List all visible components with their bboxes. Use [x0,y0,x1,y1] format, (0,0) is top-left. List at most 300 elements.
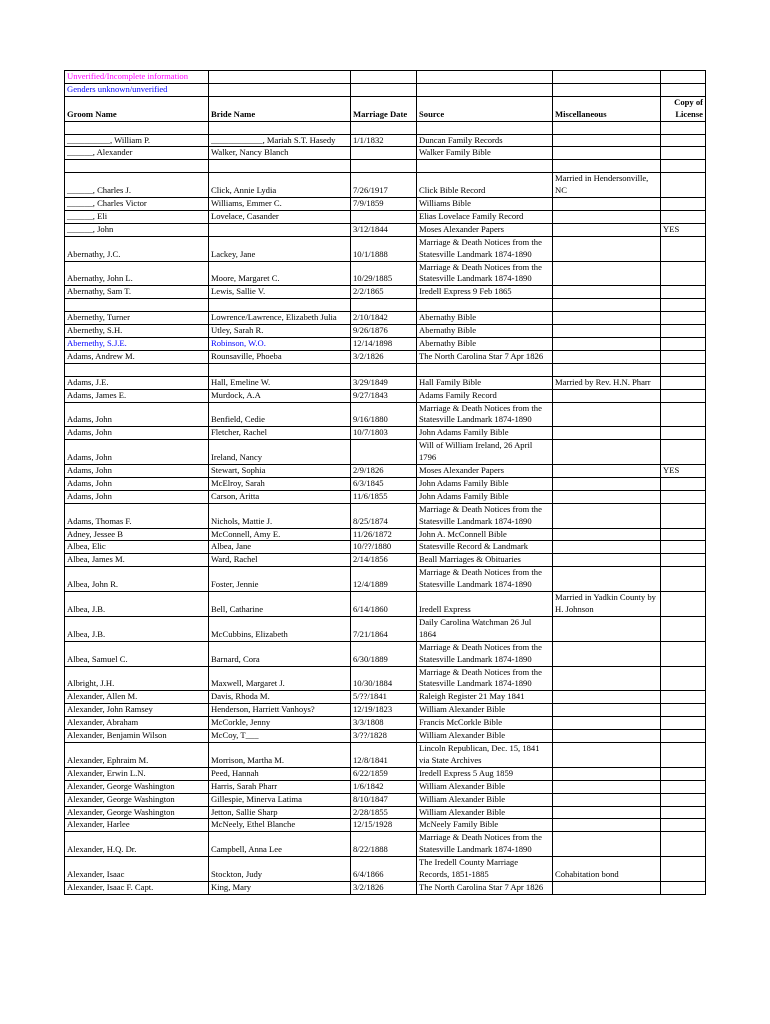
bride-name-cell: Lewis, Sallie V. [209,286,351,299]
miscellaneous-cell [553,767,661,780]
miscellaneous-cell [553,210,661,223]
miscellaneous-cell [553,819,661,832]
groom-name-cell [65,121,209,134]
bride-name-cell: Harris, Sarah Pharr [209,780,351,793]
source-cell: John Adams Family Bible [417,477,553,490]
miscellaneous-cell [553,666,661,691]
bride-name-cell: Bell, Catharine [209,592,351,617]
groom-name-cell: Albea, J.B. [65,592,209,617]
bride-name-cell: Lackey, Jane [209,236,351,261]
source-cell: William Alexander Bible [417,704,553,717]
miscellaneous-cell [553,717,661,730]
bride-name-cell: Gillespie, Minerva Latima [209,793,351,806]
bride-name-cell: Carson, Aritta [209,490,351,503]
marriage-date-cell: 2/10/1842 [351,312,417,325]
miscellaneous-cell [553,236,661,261]
marriage-date-cell: 8/10/1847 [351,793,417,806]
groom-name-cell: Adams, John [65,440,209,465]
copy-of-license-cell [661,730,706,743]
marriage-date-cell [351,363,417,376]
miscellaneous-cell [553,742,661,767]
miscellaneous-cell [553,691,661,704]
source-cell: Francis McCorkle Bible [417,717,553,730]
groom-name-cell: Adams, Thomas F. [65,503,209,528]
groom-name-cell: Adams, J.E. [65,376,209,389]
table-row [65,691,706,704]
source-cell: Abernathy Bible [417,325,553,338]
groom-name-cell: Alexander, Abraham [65,717,209,730]
source-cell: Marriage & Death Notices from the Statesville Landmark 1874-1890 [417,567,553,592]
header-copy-of-license: Copy of License [661,96,706,121]
bride-name-cell: Lowrence/Lawrence, Elizabeth Julia [209,312,351,325]
copy-of-license-cell [661,592,706,617]
source-cell [417,299,553,312]
miscellaneous-cell [553,389,661,402]
source-cell: The North Carolina Star 7 Apr 1826 [417,350,553,363]
note-unverified: Unverified/Incomplete information [65,71,209,84]
copy-of-license-cell [661,857,706,882]
source-cell: Marriage & Death Notices from the Statesville Landmark 1874-1890 [417,641,553,666]
bride-name-cell: King, Mary [209,881,351,894]
miscellaneous-cell [553,477,661,490]
marriage-date-cell: 10/1/1888 [351,236,417,261]
marriage-date-cell: 2/9/1826 [351,465,417,478]
miscellaneous-cell [553,465,661,478]
bride-name-cell: Stewart, Sophia [209,465,351,478]
table-row [65,641,706,666]
bride-name-cell: McCoy, T___ [209,730,351,743]
copy-of-license-cell [661,286,706,299]
source-cell: William Alexander Bible [417,780,553,793]
table-row [65,704,706,717]
bride-name-cell: Moore, Margaret C. [209,261,351,286]
table-row [65,616,706,641]
table-row [65,350,706,363]
groom-name-cell: Abernathy, John L. [65,261,209,286]
bride-name-cell: Rounsaville, Phoeba [209,350,351,363]
source-cell: Williams Bible [417,198,553,211]
bride-name-cell: Murdock, A.A [209,389,351,402]
note-row-genders [65,83,706,96]
source-cell: Iredell Express 5 Aug 1859 [417,767,553,780]
marriage-date-cell: 3/2/1826 [351,881,417,894]
copy-of-license-cell [661,717,706,730]
bride-name-cell: ____________, Mariah S.T. Hasedy [209,134,351,147]
source-cell: Hall Family Bible [417,376,553,389]
table-row [65,541,706,554]
table-row [65,806,706,819]
table-row [65,592,706,617]
copy-of-license-cell [661,350,706,363]
copy-of-license-cell [661,121,706,134]
miscellaneous-cell [553,121,661,134]
groom-name-cell: Alexander, Isaac F. Capt. [65,881,209,894]
copy-of-license-cell [661,389,706,402]
source-cell: John A. McConnell Bible [417,528,553,541]
source-cell: Will of William Ireland, 26 April 1796 [417,440,553,465]
copy-of-license-cell [661,666,706,691]
miscellaneous-cell [553,806,661,819]
copy-of-license-cell [661,793,706,806]
marriage-date-cell: 6/3/1845 [351,477,417,490]
marriage-date-cell [351,121,417,134]
table-row [65,427,706,440]
copy-of-license-cell [661,742,706,767]
groom-name-cell: Adney, Jessee B [65,528,209,541]
source-cell: Duncan Family Records [417,134,553,147]
copy-of-license-cell [661,376,706,389]
marriage-date-cell [351,160,417,173]
miscellaneous-cell [553,134,661,147]
marriage-date-cell: 5/??/1841 [351,691,417,704]
groom-name-cell: Adams, Andrew M. [65,350,209,363]
marriage-date-cell: 10/7/1803 [351,427,417,440]
source-cell: Abernathy Bible [417,312,553,325]
bride-name-cell: McConnell, Amy E. [209,528,351,541]
marriage-date-cell: 6/4/1866 [351,857,417,882]
note-row-unverified [65,71,706,84]
table-row [65,160,706,173]
bride-name-cell: Benfield, Cedie [209,402,351,427]
copy-of-license-cell [661,554,706,567]
groom-name-cell: Albea, Samuel C. [65,641,209,666]
marriage-date-cell: 6/22/1859 [351,767,417,780]
miscellaneous-cell [553,363,661,376]
miscellaneous-cell [553,147,661,160]
miscellaneous-cell: Married in Hendersonville, NC [553,173,661,198]
groom-name-cell: Alexander, Benjamin Wilson [65,730,209,743]
table-row [65,173,706,198]
marriage-date-cell: 7/9/1859 [351,198,417,211]
copy-of-license-cell [661,312,706,325]
marriage-date-cell: 3/29/1849 [351,376,417,389]
bride-name-cell: McElroy, Sarah [209,477,351,490]
bride-name-cell: McCorkle, Jenny [209,717,351,730]
bride-name-cell: Ward, Rachel [209,554,351,567]
marriage-date-cell: 3/2/1826 [351,350,417,363]
marriage-date-cell: 8/22/1888 [351,832,417,857]
groom-name-cell [65,363,209,376]
source-cell: Raleigh Register 21 May 1841 [417,691,553,704]
copy-of-license-cell [661,427,706,440]
copy-of-license-cell [661,236,706,261]
header-bride-name: Bride Name [209,96,351,121]
miscellaneous-cell [553,780,661,793]
miscellaneous-cell [553,793,661,806]
table-row [65,210,706,223]
marriage-date-cell: 2/28/1855 [351,806,417,819]
marriage-date-cell: 6/30/1889 [351,641,417,666]
header-marriage-date: Marriage Date [351,96,417,121]
source-cell: Moses Alexander Papers [417,465,553,478]
table-row [65,286,706,299]
bride-name-cell [209,299,351,312]
table-row [65,402,706,427]
table-row [65,312,706,325]
table-row [65,717,706,730]
miscellaneous-cell [553,567,661,592]
groom-name-cell: Alexander, George Washington [65,780,209,793]
bride-name-cell: Lovelace, Casander [209,210,351,223]
marriage-date-cell: 9/26/1876 [351,325,417,338]
copy-of-license-cell [661,503,706,528]
table-row [65,465,706,478]
copy-of-license-cell: YES [661,465,706,478]
copy-of-license-cell [661,363,706,376]
table-row [65,767,706,780]
table-row [65,528,706,541]
table-row [65,337,706,350]
source-cell: Statesville Record & Landmark [417,541,553,554]
marriage-date-cell: 3/12/1844 [351,223,417,236]
copy-of-license-cell [661,325,706,338]
source-cell: McNeely Family Bible [417,819,553,832]
miscellaneous-cell [553,402,661,427]
table-row [65,819,706,832]
table-row [65,223,706,236]
marriage-date-cell: 10/29/1885 [351,261,417,286]
bride-name-cell: Nichols, Mattie J. [209,503,351,528]
groom-name-cell: ______, John [65,223,209,236]
miscellaneous-cell [553,223,661,236]
bride-name-cell [209,223,351,236]
source-cell: Iredell Express [417,592,553,617]
marriage-date-cell: 2/2/1865 [351,286,417,299]
header-miscellaneous: Miscellaneous [553,96,661,121]
groom-name-cell: Alexander, George Washington [65,793,209,806]
miscellaneous-cell [553,730,661,743]
groom-name-cell: Albea, John R. [65,567,209,592]
source-cell: The North Carolina Star 7 Apr 1826 [417,881,553,894]
copy-of-license-cell [661,819,706,832]
marriage-date-cell: 8/25/1874 [351,503,417,528]
table-row [65,567,706,592]
marriage-date-cell: 10/??/1880 [351,541,417,554]
copy-of-license-cell [661,641,706,666]
header-row [65,96,706,121]
table-row [65,121,706,134]
copy-of-license-cell [661,299,706,312]
groom-name-cell: Albea, Elic [65,541,209,554]
marriage-records-sheet [64,70,706,895]
groom-name-cell: Abernethy, Turner [65,312,209,325]
groom-name-cell: Alexander, H.Q. Dr. [65,832,209,857]
source-cell: Daily Carolina Watchman 26 Jul 1864 [417,616,553,641]
copy-of-license-cell [661,780,706,793]
miscellaneous-cell [553,312,661,325]
bride-name-cell: Morrison, Martha M. [209,742,351,767]
miscellaneous-cell [553,704,661,717]
source-cell: Adams Family Record [417,389,553,402]
bride-name-cell: Williams, Emmer C. [209,198,351,211]
miscellaneous-cell [553,427,661,440]
source-cell: Elias Lovelace Family Record [417,210,553,223]
source-cell: William Alexander Bible [417,730,553,743]
marriage-date-cell: 1/6/1842 [351,780,417,793]
groom-name-cell: Adams, James E. [65,389,209,402]
copy-of-license-cell [661,528,706,541]
header-source: Source [417,96,553,121]
marriage-date-cell: 3/??/1828 [351,730,417,743]
header-groom-name: Groom Name [65,96,209,121]
bride-name-cell [209,160,351,173]
source-cell: Walker Family Bible [417,147,553,160]
marriage-date-cell: 12/8/1841 [351,742,417,767]
copy-of-license-cell [661,806,706,819]
bride-name-cell: Davis, Rhoda M. [209,691,351,704]
copy-of-license-cell [661,402,706,427]
groom-name-cell: Adams, John [65,465,209,478]
table-row [65,440,706,465]
table-row [65,832,706,857]
groom-name-cell: Alexander, Allen M. [65,691,209,704]
miscellaneous-cell [553,299,661,312]
copy-of-license-cell [661,616,706,641]
groom-name-cell: Alexander, John Ramsey [65,704,209,717]
marriage-date-cell: 12/4/1889 [351,567,417,592]
copy-of-license-cell [661,198,706,211]
bride-name-cell: Foster, Jennie [209,567,351,592]
groom-name-cell: Abernathy, J.C. [65,236,209,261]
source-cell: Click Bible Record [417,173,553,198]
miscellaneous-cell [553,641,661,666]
table-row [65,261,706,286]
groom-name-cell: Abernethy, S.J.E. [65,337,209,350]
table-row [65,666,706,691]
table-row [65,236,706,261]
marriage-date-cell: 12/14/1898 [351,337,417,350]
bride-name-cell: Peed, Hannah [209,767,351,780]
source-cell [417,121,553,134]
source-cell: John Adams Family Bible [417,490,553,503]
copy-of-license-cell [661,337,706,350]
source-cell [417,363,553,376]
marriage-date-cell: 9/27/1843 [351,389,417,402]
groom-name-cell: Alexander, George Washington [65,806,209,819]
marriage-date-cell [351,210,417,223]
groom-name-cell: __________, William P. [65,134,209,147]
table-row [65,147,706,160]
groom-name-cell: Alexander, Isaac [65,857,209,882]
source-cell: Iredell Express 9 Feb 1865 [417,286,553,299]
marriage-date-cell: 6/14/1860 [351,592,417,617]
table-row [65,477,706,490]
marriage-records-table [64,70,706,895]
copy-of-license-cell [661,477,706,490]
copy-of-license-cell [661,767,706,780]
miscellaneous-cell [553,286,661,299]
source-cell: Marriage & Death Notices from the Statesville Landmark 1874-1890 [417,503,553,528]
groom-name-cell: ______, Alexander [65,147,209,160]
bride-name-cell: Utley, Sarah R. [209,325,351,338]
marriage-date-cell: 11/6/1855 [351,490,417,503]
groom-name-cell: Adams, John [65,490,209,503]
bride-name-cell: Click, Annie Lydia [209,173,351,198]
groom-name-cell: Alexander, Ephraim M. [65,742,209,767]
table-row [65,389,706,402]
bride-name-cell [209,121,351,134]
source-cell: Marriage & Death Notices from the Statesville Landmark 1874-1890 [417,666,553,691]
source-cell: Lincoln Republican, Dec. 15, 1841 via State Archives [417,742,553,767]
marriage-date-cell: 1/1/1832 [351,134,417,147]
marriage-date-cell: 9/16/1880 [351,402,417,427]
bride-name-cell: Robinson, W.O. [209,337,351,350]
table-row [65,730,706,743]
table-row [65,376,706,389]
source-cell: William Alexander Bible [417,793,553,806]
source-cell: Moses Alexander Papers [417,223,553,236]
source-cell: Abernathy Bible [417,337,553,350]
bride-name-cell: McCubbins, Elizabeth [209,616,351,641]
miscellaneous-cell [553,350,661,363]
table-row [65,780,706,793]
groom-name-cell: Adams, John [65,402,209,427]
miscellaneous-cell [553,616,661,641]
miscellaneous-cell: Cohabitation bond [553,857,661,882]
source-cell: Marriage & Death Notices from the Statesville Landmark 1874-1890 [417,236,553,261]
table-row [65,363,706,376]
groom-name-cell: Albea, James M. [65,554,209,567]
source-cell: William Alexander Bible [417,806,553,819]
table-row [65,134,706,147]
table-row [65,793,706,806]
marriage-date-cell: 12/15/1928 [351,819,417,832]
miscellaneous-cell [553,541,661,554]
miscellaneous-cell [553,554,661,567]
miscellaneous-cell [553,440,661,465]
marriage-date-cell: 7/21/1864 [351,616,417,641]
miscellaneous-cell [553,198,661,211]
source-cell: John Adams Family Bible [417,427,553,440]
miscellaneous-cell [553,160,661,173]
copy-of-license-cell [661,261,706,286]
source-cell: Marriage & Death Notices from the Statesville Landmark 1874-1890 [417,832,553,857]
groom-name-cell: Adams, John [65,427,209,440]
groom-name-cell: ______, Charles J. [65,173,209,198]
table-row [65,503,706,528]
table-row [65,325,706,338]
copy-of-license-cell [661,440,706,465]
groom-name-cell: Albea, J.B. [65,616,209,641]
copy-of-license-cell [661,173,706,198]
groom-name-cell: Alexander, Harlee [65,819,209,832]
copy-of-license-cell: YES [661,223,706,236]
groom-name-cell: ______, Eli [65,210,209,223]
marriage-date-cell [351,440,417,465]
copy-of-license-cell [661,704,706,717]
table-row [65,857,706,882]
table-row [65,881,706,894]
groom-name-cell [65,160,209,173]
table-row [65,490,706,503]
marriage-date-cell: 12/19/1823 [351,704,417,717]
copy-of-license-cell [661,210,706,223]
miscellaneous-cell [553,337,661,350]
copy-of-license-cell [661,567,706,592]
bride-name-cell: Barnard, Cora [209,641,351,666]
miscellaneous-cell [553,528,661,541]
bride-name-cell: Campbell, Anna Lee [209,832,351,857]
groom-name-cell [65,299,209,312]
copy-of-license-cell [661,147,706,160]
bride-name-cell: Jetton, Sallie Sharp [209,806,351,819]
marriage-date-cell [351,147,417,160]
note-genders: Genders unknown/unverified [65,83,209,96]
bride-name-cell: Stockton, Judy [209,857,351,882]
bride-name-cell [209,363,351,376]
source-cell: The Iredell County Marriage Records, 1851-1885 [417,857,553,882]
bride-name-cell: Albea, Jane [209,541,351,554]
